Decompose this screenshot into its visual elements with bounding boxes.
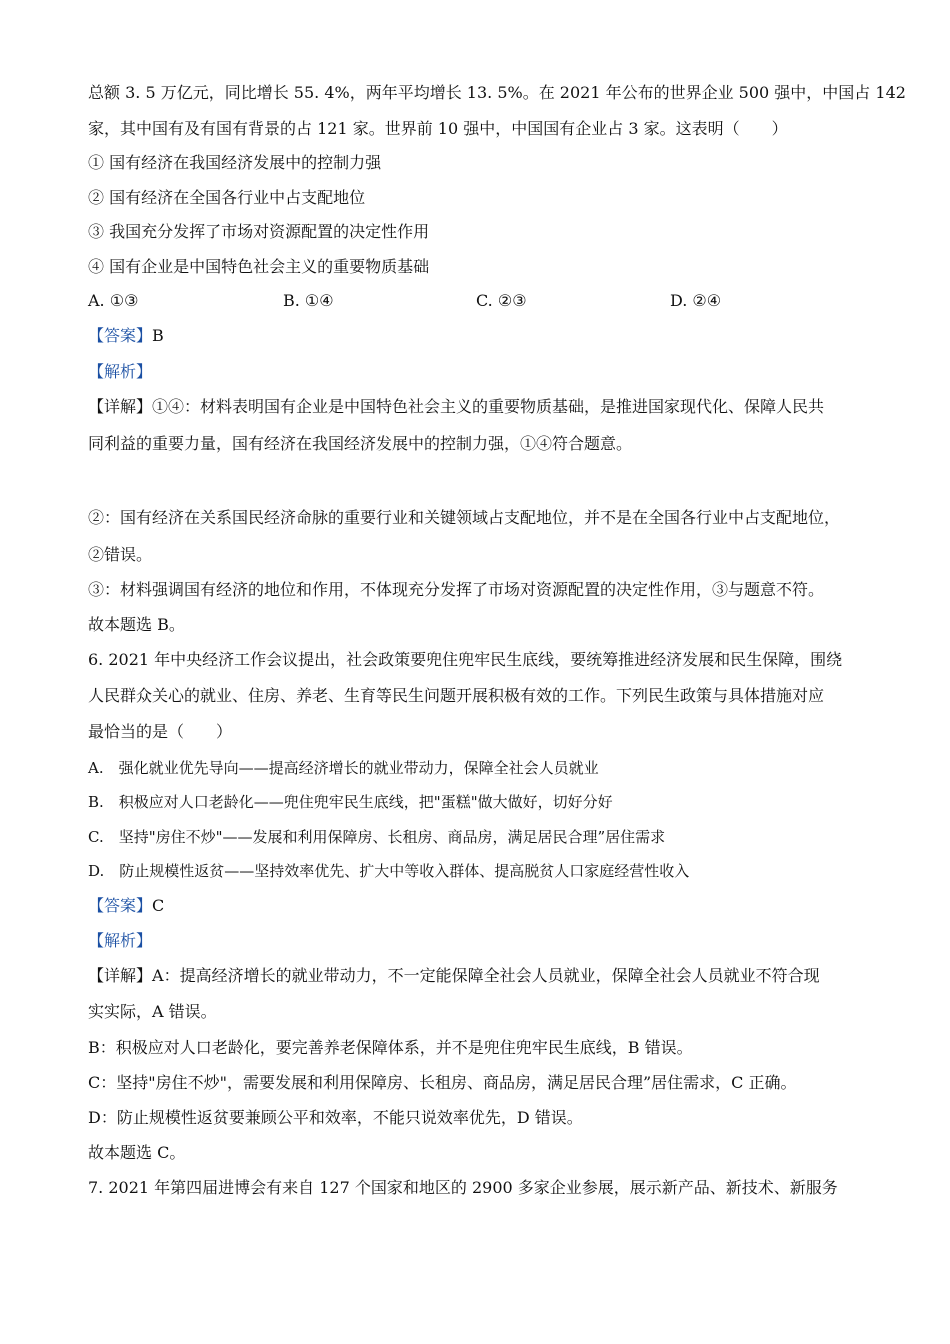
q6-detail-line-3: B：积极应对人口老龄化，要完善养老保障体系，并不是兜住兜牢民生底线，B 错误。: [88, 1038, 693, 1057]
q6-stem-line-1: 6. 2021 年中央经济工作会议提出，社会政策要兜住兜牢民生底线，要统筹推进经济发展和民生保障，围绕: [88, 650, 843, 669]
answer-tag: 【答案】: [88, 896, 153, 915]
q5-option-a: A. ①③: [88, 291, 139, 310]
q6-answer: [88, 896, 164, 916]
q5-detail-line-4: ②错误。: [88, 545, 153, 564]
answer-value: C: [152, 896, 165, 915]
answer-value: B: [152, 326, 164, 345]
detail-tag: 【详解】: [88, 966, 153, 985]
analysis-tag: 【解析】: [88, 931, 153, 950]
q5-analysis-tag: [88, 362, 152, 382]
q6-stem-line-2: 人民群众关心的就业、住房、养老、生育等民生问题开展积极有效的工作。下列民生政策与具体措施对应: [88, 686, 825, 705]
analysis-tag: 【解析】: [88, 362, 153, 381]
q5-item-4: ④ 国有企业是中国特色社会主义的重要物质基础: [88, 257, 430, 276]
q6-option-b: B. 积极应对人口老龄化——兜住兜牢民生底线，把"蛋糕"做大做好，切好分好: [88, 793, 613, 811]
q5-detail-line-5: ③：材料强调国有经济的地位和作用，不体现充分发挥了市场对资源配置的决定性作用，③与题意不符。: [88, 580, 825, 599]
q5-detail-line-3: ②：国有经济在关系国民经济命脉的重要行业和关键领域占支配地位，并不是在全国各行业中占支配地位，: [88, 508, 841, 527]
q5-option-c: C. ②③: [476, 291, 527, 310]
q6-detail-line-2: 实实际，A 错误。: [88, 1002, 217, 1021]
q5-option-d: D. ②④: [670, 291, 722, 310]
q5-detail-line-1: [88, 397, 824, 417]
q7-stem-line-1: 7. 2021 年第四届进博会有来自 127 个国家和地区的 2900 多家企业参展，展示新产品、新技术、新服务: [88, 1178, 838, 1197]
answer-tag: 【答案】: [88, 326, 153, 345]
q5-item-1: ① 国有经济在我国经济发展中的控制力强: [88, 153, 382, 172]
q5-stem-line-1: 总额 3. 5 万亿元，同比增长 55. 4%，两年平均增长 13. 5%。在 2021 年公布的世界企业 500 强中，中国占 142: [88, 83, 906, 102]
q6-stem-line-3: 最恰当的是（ ）: [88, 722, 233, 741]
q6-option-d: D. 防止规模性返贫——坚持效率优先、扩大中等收入群体、提高脱贫人口家庭经营性收入: [88, 862, 690, 880]
q5-stem-line-2: 家，其中国有及有国有背景的占 121 家。世界前 10 强中，中国国有企业占 3 家。这表明（ ）: [88, 119, 788, 138]
detail-tag: 【详解】: [88, 397, 153, 416]
q5-option-b: B. ①④: [283, 291, 334, 310]
q6-option-a: A. 强化就业优先导向——提高经济增长的就业带动力，保障全社会人员就业: [88, 759, 599, 777]
q5-item-3: ③ 我国充分发挥了市场对资源配置的决定性作用: [88, 222, 430, 241]
detail-text: A：提高经济增长的就业带动力，不一定能保障全社会人员就业，保障全社会人员就业不符合现: [152, 966, 820, 985]
q6-option-c: C. 坚持"房住不炒"——发展和利用保障房、长租房、商品房，满足居民合理”居住需求: [88, 828, 666, 846]
q6-detail-line-1: [88, 966, 820, 986]
q6-detail-line-4: C：坚持"房住不炒"，需要发展和利用保障房、长租房、商品房，满足居民合理”居住需求，C 正确。: [88, 1073, 797, 1092]
q5-detail-line-2: 同利益的重要力量，国有经济在我国经济发展中的控制力强，①④符合题意。: [88, 434, 633, 453]
q5-conclusion: 故本题选 B。: [88, 615, 185, 634]
detail-text: ①④：材料表明国有企业是中国特色社会主义的重要物质基础，是推进国家现代化、保障人民共: [152, 397, 825, 416]
q6-analysis-tag: [88, 931, 152, 951]
q6-conclusion: 故本题选 C。: [88, 1143, 186, 1162]
q6-detail-line-5: D：防止规模性返贫要兼顾公平和效率，不能只说效率优先，D 错误。: [88, 1108, 583, 1127]
q5-item-2: ② 国有经济在全国各行业中占支配地位: [88, 188, 366, 207]
q5-answer: [88, 326, 164, 346]
